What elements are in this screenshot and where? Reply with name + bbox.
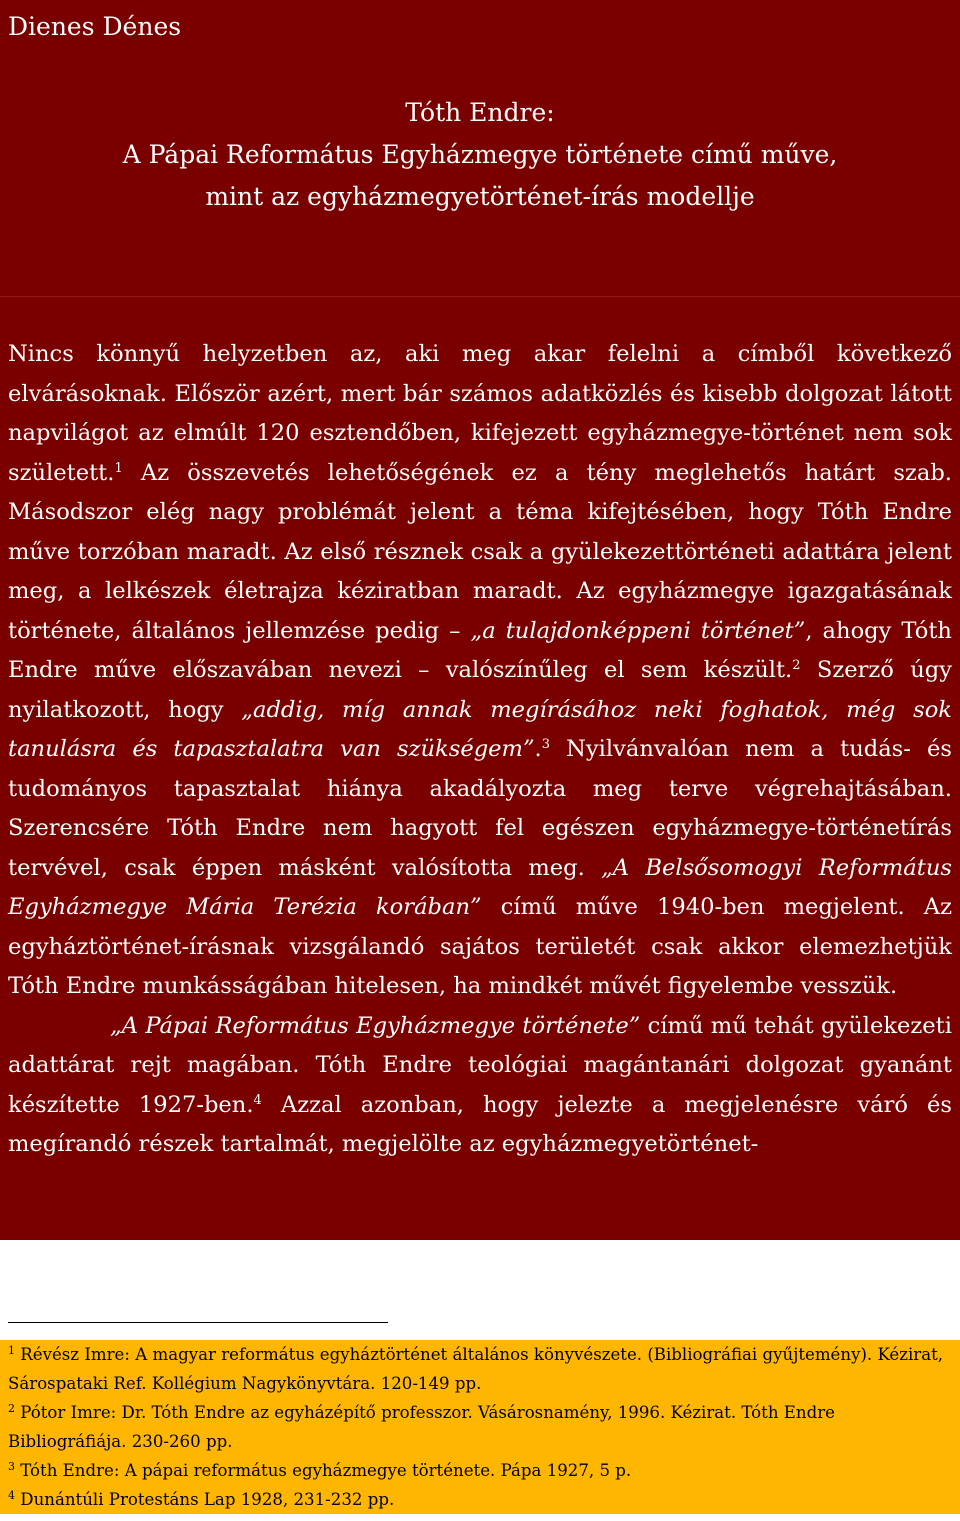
text-run: , ahogy Tóth Endre műve előszavában nevezi – valószínűleg el sem készült. xyxy=(8,617,952,683)
title-line-1: Tóth Endre: xyxy=(405,98,555,127)
footnote-number: 2 xyxy=(8,1402,15,1415)
text-run: Nyilvánvalóan nem a tudás- és tudományos tapasztalat hiánya akadályozta meg terve végrehajtásában. Szerencsére Tóth Endre nem hagyott fel egészen egyházmegye-történetírás tervével, csak éppen másként valósította meg. xyxy=(8,736,952,881)
footnote-text: Révész Imre: A magyar református egyháztörténet általános könyvészete. (Bibliográfiai gyűjtemény). Kézirat, Sárospataki Ref. Kollégium Nagykönyvtára. 120-149 pp. xyxy=(8,1345,944,1393)
footnotes-section xyxy=(0,1340,960,1514)
book-title-italic: „A Pápai Református Egyházmegye története” xyxy=(110,1012,641,1039)
quote-italic: „a tulajdonképpeni történet” xyxy=(470,617,806,644)
text-run: Az összevetés lehetőségének ez a tény meglehetős határt szab. Másodszor elég nagy problémát jelent a téma kifejtésében, hogy Tóth Endre műve torzóban maradt. Az első résznek csak a gyülekezettörténeti adattára jelent meg, a lelkészek életrajza kéziratban maradt. Az egyházmegye igazgatásának története, általános jellemzése pedig – xyxy=(8,459,952,644)
author-name: Dienes Dénes xyxy=(8,12,182,41)
footnote-text: Pótor Imre: Dr. Tóth Endre az egyházépítő professzor. Vásárosnamény, 1996. Kézirat. Tóth Endre Bibliográfiája. 230-260 pp. xyxy=(8,1403,835,1451)
article-body xyxy=(8,335,952,1165)
footnote-ref-4[interactable]: 4 xyxy=(253,1092,262,1108)
paragraph-1 xyxy=(8,335,952,1007)
footnote-number: 3 xyxy=(8,1460,15,1473)
footnote-ref-1[interactable]: 1 xyxy=(114,460,123,476)
footnote-2 xyxy=(0,1398,960,1456)
section-divider xyxy=(0,296,960,297)
book-title-italic: „A Belsősomogyi Református Egyházmegye Mária Terézia korában” xyxy=(8,854,953,920)
text-run: . xyxy=(534,736,542,762)
footnote-separator xyxy=(8,1322,388,1323)
footnote-text: Tóth Endre: A pápai református egyházmegye története. Pápa 1927, 5 p. xyxy=(15,1461,632,1480)
footnote-text: Dunántúli Protestáns Lap 1928, 231-232 pp. xyxy=(15,1490,395,1509)
footnote-ref-2[interactable]: 2 xyxy=(792,658,801,673)
footnote-number: 1 xyxy=(8,1344,15,1357)
text-run: Nincs könnyű helyzetben az, aki meg akar felelni a címből következő elvárásoknak. Először azért, mert bár számos adatközlés és kisebb dolgozat látott napvilágot az elmúlt 120 esztendőben, kifejezett egyházmegye-történet nem sok született. xyxy=(8,341,952,486)
footnote-4 xyxy=(0,1485,960,1514)
article-title xyxy=(0,92,960,218)
text-run: című mű tehát gyülekezeti adattárat rejt magában. Tóth Endre teológiai magántanári dolgozat gyanánt készítette 1927-ben. xyxy=(8,1012,952,1118)
title-line-3: mint az egyházmegyetörténet-írás modellje xyxy=(205,182,755,211)
quote-italic: „addig, míg annak megírásához neki foghatok, még sok tanulásra és tapasztalatra van szükségem” xyxy=(8,696,952,762)
text-run: Azzal azonban, hogy jelezte a megjelenésre váró és megírandó részek tartalmát, megjelölte az egyházmegyetörténet- xyxy=(8,1091,952,1157)
footnote-ref-3[interactable]: 3 xyxy=(541,737,550,752)
title-line-2: A Pápai Református Egyházmegye története című műve, xyxy=(122,140,838,169)
text-run: című műve 1940-ben megjelent. Az egyháztörténet-írásnak vizsgálandó sajátos területét csak akkor elemezhetjük Tóth Endre munkásságában hitelesen, ha mindkét művét figyelembe vesszük. xyxy=(8,894,952,999)
footnote-1 xyxy=(0,1340,960,1398)
footnote-3 xyxy=(0,1456,960,1485)
paragraph-2 xyxy=(8,1007,952,1165)
text-run: Szerző úgy nyilatkozott, hogy xyxy=(8,657,953,723)
footnote-number: 4 xyxy=(8,1489,15,1502)
